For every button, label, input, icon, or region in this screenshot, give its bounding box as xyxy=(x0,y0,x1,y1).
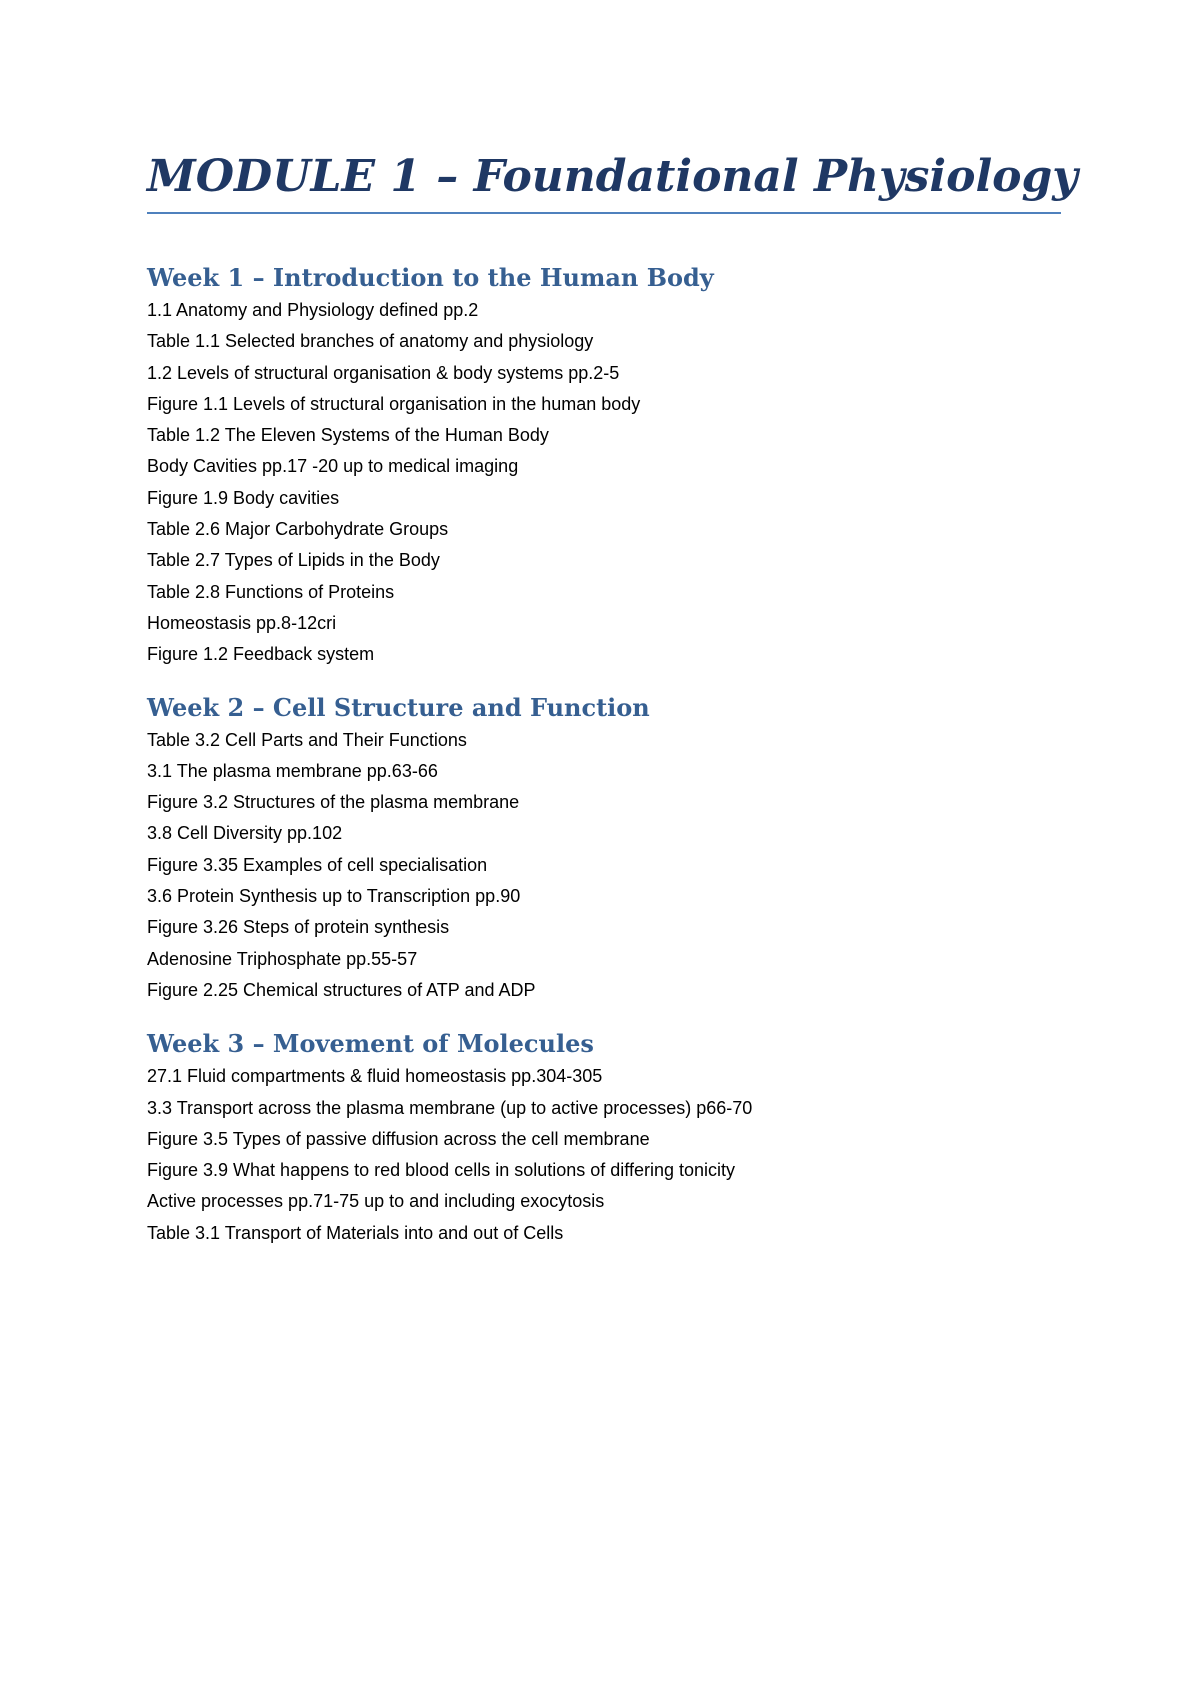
reading-item: Table 2.7 Types of Lipids in the Body xyxy=(147,550,440,571)
reading-item: Table 3.2 Cell Parts and Their Functions xyxy=(147,729,467,750)
reading-item: 27.1 Fluid compartments & fluid homeostasis pp.304-305 xyxy=(147,1066,603,1087)
document-page xyxy=(147,148,1078,1249)
reading-item: Figure 3.9 What happens to red blood cells in solutions of differing tonicity xyxy=(147,1160,736,1181)
reading-item: Figure 3.2 Structures of the plasma membrane xyxy=(147,792,520,813)
week-3-reading-list xyxy=(147,1061,1061,1249)
week-1-reading-list xyxy=(147,295,1061,671)
reading-item: 3.6 Protein Synthesis up to Transcription pp.90 xyxy=(147,886,521,907)
reading-item: Figure 1.1 Levels of structural organisation in the human body xyxy=(147,393,641,414)
reading-item: Figure 2.25 Chemical structures of ATP and ADP xyxy=(147,979,536,1000)
reading-item: Figure 3.26 Steps of protein synthesis xyxy=(147,917,450,938)
week-3-heading: Week 3 – Movement of Molecules xyxy=(147,1029,594,1059)
reading-item: Table 1.1 Selected branches of anatomy and physiology xyxy=(147,331,594,352)
reading-item: Figure 1.9 Body cavities xyxy=(147,487,340,508)
reading-item: Active processes pp.71-75 up to and including exocytosis xyxy=(147,1191,605,1212)
reading-item: Table 3.1 Transport of Materials into and out of Cells xyxy=(147,1222,564,1243)
week-3-section xyxy=(147,1027,1061,1249)
reading-item: Body Cavities pp.17 -20 up to medical imaging xyxy=(147,456,519,477)
reading-item: Homeostasis pp.8-12cri xyxy=(147,612,337,633)
reading-item: 1.1 Anatomy and Physiology defined pp.2 xyxy=(147,300,479,320)
week-1-heading: Week 1 – Introduction to the Human Body xyxy=(147,263,714,292)
reading-item: 3.1 The plasma membrane pp.63-66 xyxy=(147,760,438,781)
reading-item: 1.2 Levels of structural organisation & body systems pp.2-5 xyxy=(147,362,620,383)
document-title: MODULE 1 – Foundational Physiology xyxy=(147,151,1078,202)
reading-item: Figure 1.2 Feedback system xyxy=(147,644,375,665)
week-2-reading-list xyxy=(147,725,1061,1007)
reading-item: Adenosine Triphosphate pp.55-57 xyxy=(147,948,418,969)
reading-item: Table 1.2 The Eleven Systems of the Human Body xyxy=(147,425,549,446)
week-2-heading: Week 2 – Cell Structure and Function xyxy=(147,692,650,722)
week-2-section xyxy=(147,691,1061,1007)
title-underline xyxy=(147,212,1061,214)
reading-item: Table 2.8 Functions of Proteins xyxy=(147,581,395,602)
week-1-section xyxy=(147,261,1061,671)
reading-item: 3.8 Cell Diversity pp.102 xyxy=(147,823,343,844)
reading-item: Figure 3.5 Types of passive diffusion across the cell membrane xyxy=(147,1128,650,1149)
reading-item: Table 2.6 Major Carbohydrate Groups xyxy=(147,519,449,540)
reading-item: Figure 3.35 Examples of cell specialisation xyxy=(147,854,488,875)
reading-item: 3.3 Transport across the plasma membrane (up to active processes) p66-70 xyxy=(147,1097,753,1118)
